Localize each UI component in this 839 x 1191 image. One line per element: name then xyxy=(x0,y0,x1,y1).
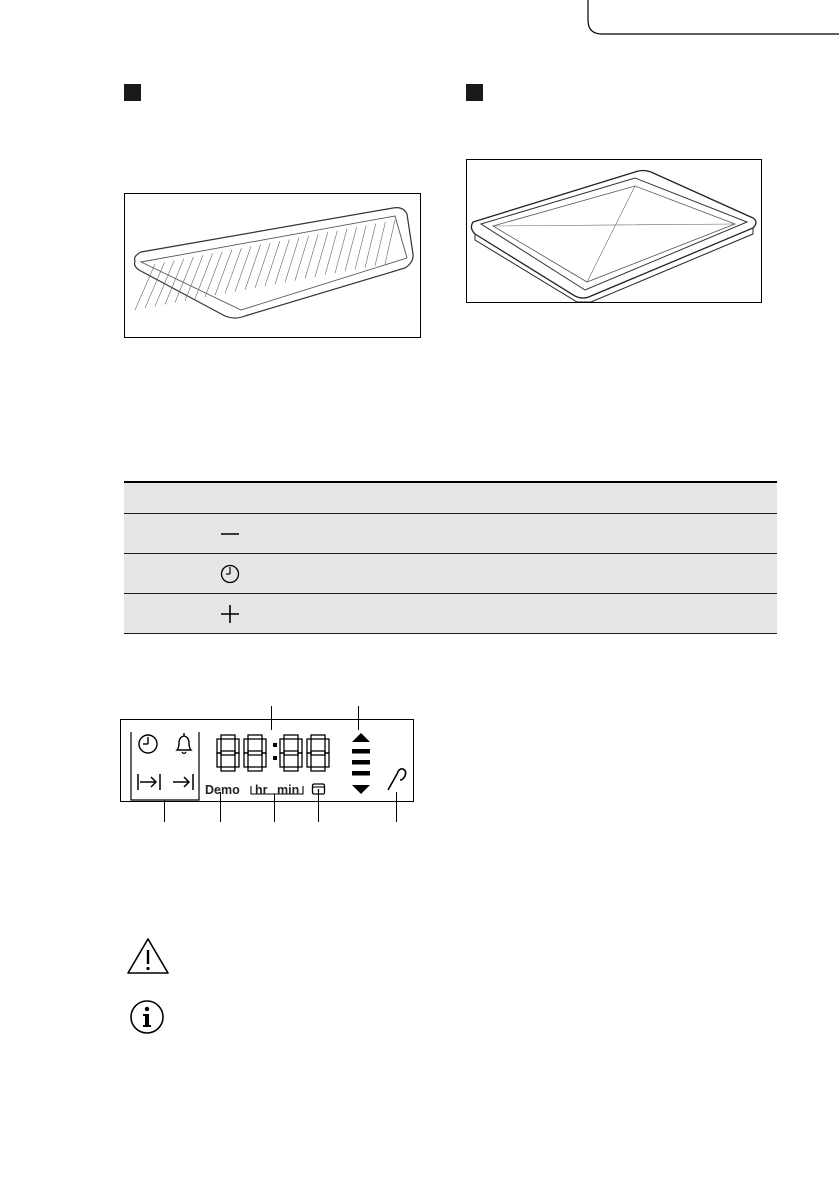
square-bullet-icon xyxy=(124,84,141,101)
clock-icon xyxy=(137,733,159,755)
hr-label: hr xyxy=(255,783,268,797)
warning-icon xyxy=(126,937,170,975)
min-label: min xyxy=(277,783,300,797)
callout-line xyxy=(164,800,165,822)
heat-level-indicator xyxy=(349,730,373,800)
end-time-icon xyxy=(171,772,195,792)
wire-shelf-illustration xyxy=(124,193,421,338)
clock-icon xyxy=(220,554,240,593)
baking-tray-illustration xyxy=(466,159,762,303)
digit-segment xyxy=(248,751,262,755)
digit-segment xyxy=(248,735,262,739)
table-row xyxy=(124,554,777,594)
digit-segment xyxy=(221,767,235,771)
digit-segment xyxy=(311,751,325,755)
digit-segment xyxy=(311,767,325,771)
table-row xyxy=(124,594,777,634)
digit-segment xyxy=(221,751,235,755)
info-icon xyxy=(129,999,165,1035)
digit-segment xyxy=(311,735,325,739)
digit-segment xyxy=(221,735,235,739)
table-row xyxy=(124,514,777,554)
core-sensor-icon xyxy=(385,766,409,792)
plus-icon xyxy=(220,594,240,633)
button-table xyxy=(124,481,777,634)
duration-icon xyxy=(136,772,162,792)
digit-segment xyxy=(284,751,298,755)
digit-segment xyxy=(284,735,298,739)
digit-segment xyxy=(284,767,298,771)
square-bullet-icon xyxy=(466,84,483,101)
bell-icon xyxy=(173,732,195,756)
time-digits xyxy=(215,732,330,774)
demo-label: Demo xyxy=(205,783,240,797)
minus-icon xyxy=(220,514,240,553)
colon-dot xyxy=(273,756,277,760)
oven-display-diagram xyxy=(120,719,414,802)
table-header-row xyxy=(124,483,777,514)
corner-crop-mark xyxy=(0,0,839,60)
child-lock-icon xyxy=(311,781,326,796)
digit-segment xyxy=(248,767,262,771)
colon-dot xyxy=(273,743,277,747)
